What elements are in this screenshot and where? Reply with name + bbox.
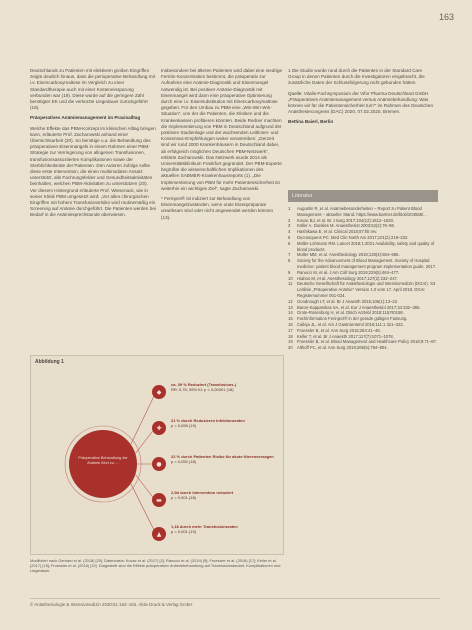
source-note bbox=[288, 91, 436, 116]
bed-icon: ▬ bbox=[156, 497, 162, 504]
reference-text: Hashikawa E, et al. Clinical 2018;87:hlt rev. bbox=[297, 229, 378, 235]
reference-number: 10 bbox=[288, 275, 293, 281]
page-number: 163 bbox=[438, 12, 454, 22]
reference-number: 2 bbox=[288, 217, 291, 223]
node-detail: p = 0,001 (19) bbox=[171, 529, 197, 534]
reference-text: Baron-Kapparelias SA, et al. Eur J Anaesthesiol 2017;34:332–395. bbox=[297, 304, 421, 310]
reference-text: Ducrosquens PC. Med Clin North Am 2017;101(2):219–232. bbox=[297, 234, 409, 240]
source-label: Quelle: bbox=[288, 90, 303, 96]
node-detail: p = 0,055 (19) bbox=[171, 423, 197, 428]
page-footer: © Anästhesiologie & Intensivmedizin 2020;61:162–163. Aktiv Druck & Verlag GmbH bbox=[30, 602, 193, 607]
section-subheading: Präoperatives Anämiemanagement im Praxisalltag bbox=[30, 115, 141, 121]
kidney-icon: ● bbox=[156, 461, 162, 468]
reference-text: Augustin R, et al. Anämiebesonderheiten – Report zu Patient Blood Management – aktueller Stand. https://www.barmer.de/blob/204558/... bbox=[297, 206, 427, 217]
reference-text: Muller MM, et al. Anesthesiology 2019;130(4):654–665. bbox=[297, 252, 400, 258]
footer-divider bbox=[30, 598, 440, 599]
figure-node-label bbox=[171, 418, 279, 428]
connector-line bbox=[131, 484, 155, 532]
node-value: 2,5d durch Intervention reduziert bbox=[171, 490, 234, 495]
literature-heading: Literatur bbox=[288, 190, 438, 202]
drop-icon: ◆ bbox=[156, 389, 162, 396]
reference-number: 5 bbox=[288, 234, 291, 240]
reference-item bbox=[288, 258, 438, 270]
reference-number: 3 bbox=[288, 223, 291, 229]
connector-line bbox=[135, 474, 155, 500]
reference-text: Grote-Rosenburg H, et al. Dtsch Arztebl 2018;115:R0158. bbox=[297, 310, 404, 316]
reference-number: 14 bbox=[288, 310, 293, 316]
figure-1 bbox=[30, 355, 284, 555]
cross-icon: ✚ bbox=[156, 425, 162, 432]
drip-icon: ▲ bbox=[156, 531, 162, 538]
reference-text: Althoff FC, et al. Ann Surg 2019;269(5):794–804. bbox=[297, 345, 388, 351]
source-text: Vitalis-Fachsymposium der Vifor Pharma Deutschland GmbH „Präoperatives Anämiemanagement versus Anämiebehandlung: Was können wir für die Patientensicherheit tun?“ im Rahmen des Deutschen Anästhesiecongress (DAC) 2020, 07.02.2020, Bremen. bbox=[288, 90, 434, 115]
figure-caption: Modifiziert nach Gerhard et al. (2018) [20]; Datenbasis: Kovac et al. (2017) [2]; Ranucci et al. (2019) [9]; Froessler et al. (2016) [17]; Keller et al. (2017) [18]; Froessler et al. (2018) [19]. Dargestellt sind die Effekte präoperativer Anämiebehandlung auf Transfusionsbedarf, Komplikationen und Liegedauer. bbox=[30, 558, 281, 574]
author-line: Bettina Baierl, Berlin bbox=[288, 119, 334, 125]
reference-text: Kovac BJ, et al. Br J Surg 2017;104(12):1612–1620. bbox=[297, 217, 395, 223]
reference-text: Müller-Lohmann RM. Lancet 2018;1:2021 Availability, safety and quality of blood products. bbox=[297, 240, 435, 252]
reference-number: 20 bbox=[288, 345, 293, 351]
reference-item bbox=[288, 206, 438, 218]
node-value: 21 % durch Reduzieren Infektionsraten bbox=[171, 418, 245, 423]
node-detail: RR: 0,76; 95% KI: p < 0,00001 (18) bbox=[171, 387, 234, 392]
reference-text: Froessler B, et al. Blood Management and Healthcare Policy 2018;9:71–87. bbox=[297, 339, 438, 345]
reference-number: 8 bbox=[288, 258, 291, 264]
reference-number: 12 bbox=[288, 298, 293, 304]
paragraph: Insbesondere bei älteren Patienten wird dabei eine niedrige Ferritin-Konzentration bestimmt, die präoperativ zur Aufnahme eine Anämie-Diagnostik und Eisenmangel notwendig ist. Bei positiver Anämie-Diagnostik mit Eisenmangel wird dann eine präoperative Optimierung durch eine i.v. Eisensubstitution mit Eisencarboxymaltose gegeben. Für den Umbau zu PBM eine „Win-Win-Win-Situation“, von der die Patienten, die Kliniken und die Krankenkassen profitieren könnten. Beide Redner machten die Implementierung von PBM in Deutschland aufgrund der positiven Studienlage und der wachsenden Leitlinien- und Konsensus-Empfehlungen weiter vorantreiben: „Derzeit sind wir rund 2000 Krankenhäusern in Deutschland dabei, ab erfolgreich möglichen Deutschen PBM-Netzwerk“, erklärte Zacharowski. Das Netzwerk wurde 2014 als Universitätsklinikum Frankfurt gegründet. Der PBM-Experte begrüßte die wissenschaftlichen Implikationen des aktuellen SABMER-Krankenhausreports (1). „Die Implementierung von PBM für mehr Patientensicherheit ist weiterhin ein wichtiges Ziel“, sagte Zacharowski. bbox=[161, 68, 283, 191]
connector-line bbox=[135, 428, 155, 454]
reference-text: Goodnough LT, et al. Br J Anaesth 2015;106(1):13–22. bbox=[297, 298, 399, 304]
reference-number: 13 bbox=[288, 304, 293, 310]
reference-number: 7 bbox=[288, 252, 291, 258]
text-column-middle bbox=[161, 68, 283, 225]
paragraph: Welche Effekte das PBM-Konzept im klinischen Alltag bringen kann, erläuterte Prof. Zacharowski anhand einer Übersichtsarbeit (20). So benötige u.a. die Behandlung des präoperativen Eisenmangels in einem Rahmen einer PBM-Strategie zur Verringerung von allogenen Transfusionen, transfusionsassoziierten Komplikationen sowie der Sterblichkeitsrate der Patienten. Den Autoren zufolge sollte diese erste Intervention, die einen multimodalen Ansatz unterstützt, alle Fachrungsfelder und Gesundheitsaktivitäten beinhalten, welchen PBM-Aktivitäten zu unterstützen (20). Vor diesem Hintergrund erläuterte Prof. Wiesenack, wie in seiner Klinik PBM umgesetzt wird: „Vor allen chirurgischen Eingriffen mit hohem Transfusionsrisiko wird routinemäßig ein Screening auf Anämie durchgeführt. Die Patienten werden bei Bedarf in die Anämiesprechstunde überwiesen. bbox=[30, 125, 156, 218]
reference-item bbox=[288, 241, 438, 253]
figure-node-label bbox=[171, 382, 279, 392]
node-value: 22 % durch Patienten Risiko für akute Nierenversagen bbox=[171, 454, 274, 459]
reference-text: Deutsche Gesellschaft für Anästhesiologie und Intensivmedizin (DGAI). S3 Leitlinie „Präoperative Anämie“ Version 1.0 vom 17. April 2018, DGAI Registernummer 001-024. bbox=[297, 281, 436, 298]
connector-line bbox=[131, 394, 155, 444]
reference-number: 4 bbox=[288, 229, 291, 235]
reference-number: 9 bbox=[288, 269, 291, 275]
reference-number: 19 bbox=[288, 339, 293, 345]
figure-node-label bbox=[171, 454, 279, 464]
reference-text: Ranucci M, et al. J Am Coll Surg 2019;229(5):464–477. bbox=[297, 269, 400, 275]
reference-number: 15 bbox=[288, 316, 293, 322]
reference-item bbox=[288, 345, 438, 351]
reference-text: Calleja JL, et al. Am J Gastroenterol 2016;111:1 321–322. bbox=[297, 321, 404, 327]
reference-number: 1 bbox=[288, 206, 291, 211]
reference-text: Küller A. Dunkles M. Anaesthesist 2003;52(2):76–86. bbox=[297, 223, 395, 229]
node-detail: p = 0,050 (18) bbox=[171, 459, 197, 464]
node-value: 1,18 durch mehr Transfusionsraten bbox=[171, 524, 238, 529]
reference-text: Fachinformation Ferinject® in der gerade gültigen Fassung. bbox=[297, 316, 408, 322]
reference-text: Keller T, et al. Br J Anaesth 2017;117(7):1071–1078. bbox=[297, 333, 394, 339]
text-column-left bbox=[30, 68, 156, 223]
node-value: ca. 39 % Reduziert (Transfusions-) bbox=[171, 382, 237, 387]
reference-item bbox=[288, 281, 438, 298]
reference-list bbox=[288, 206, 438, 351]
node-detail: p = 0,501 (18) bbox=[171, 495, 197, 500]
reference-text: Society for the Advancement of Blood Management. Society of Hospital medicine: patient blood management program implementation guide, 2017. bbox=[297, 258, 437, 269]
paragraph: Deutschlands zu Patienten mit elektivem großen Eingriffen zeigte deutlich hinaus, dass die perioperative Behandlung mit i.v. Eisencarboxymaltose im Vergleich zu einer Standardtherapie auch mit einer Kosteneinsparung verbunden war (19). Diese wurde auf die geringere Zahl benötigter EK und die verkürzte Liegedauer zurückgeführt (19). bbox=[30, 68, 155, 111]
footnote-paragraph: * Ferinject® ist indiziert zur Behandlung von Eisenmangelzuständen, wenn orale Eisenpräparate unwirksam sind oder nicht angewendet werden können (13). bbox=[161, 196, 274, 220]
reference-text: Froessler B, et al. Ann Surg 2016;264:41–46. bbox=[297, 327, 381, 333]
paragraph: 1 Die Studie wurde rund durch die Patienten in der Standard Care Group in denen Patienten durch die Investigatoren eingebracht, die zusätzliche Daten der Schlussfolgerung nicht gebunden hätten. bbox=[288, 68, 425, 86]
reference-text: Hiaboo M, et al. Anesthesiology 2017;127(2):232–247. bbox=[297, 275, 399, 281]
figure-label: Abbildung 1 bbox=[35, 359, 64, 365]
figure-node-label bbox=[171, 524, 279, 534]
reference-number: 18 bbox=[288, 333, 293, 339]
text-column-right bbox=[288, 68, 436, 130]
reference-number: 16 bbox=[288, 321, 293, 327]
page-header bbox=[0, 0, 472, 26]
reference-number: 6 bbox=[288, 240, 291, 246]
figure-node-label bbox=[171, 490, 279, 500]
reference-number: 11 bbox=[288, 281, 293, 287]
center-label: Präoperative Behandlung der Anämie führt zu … bbox=[78, 456, 128, 465]
reference-number: 17 bbox=[288, 327, 293, 333]
